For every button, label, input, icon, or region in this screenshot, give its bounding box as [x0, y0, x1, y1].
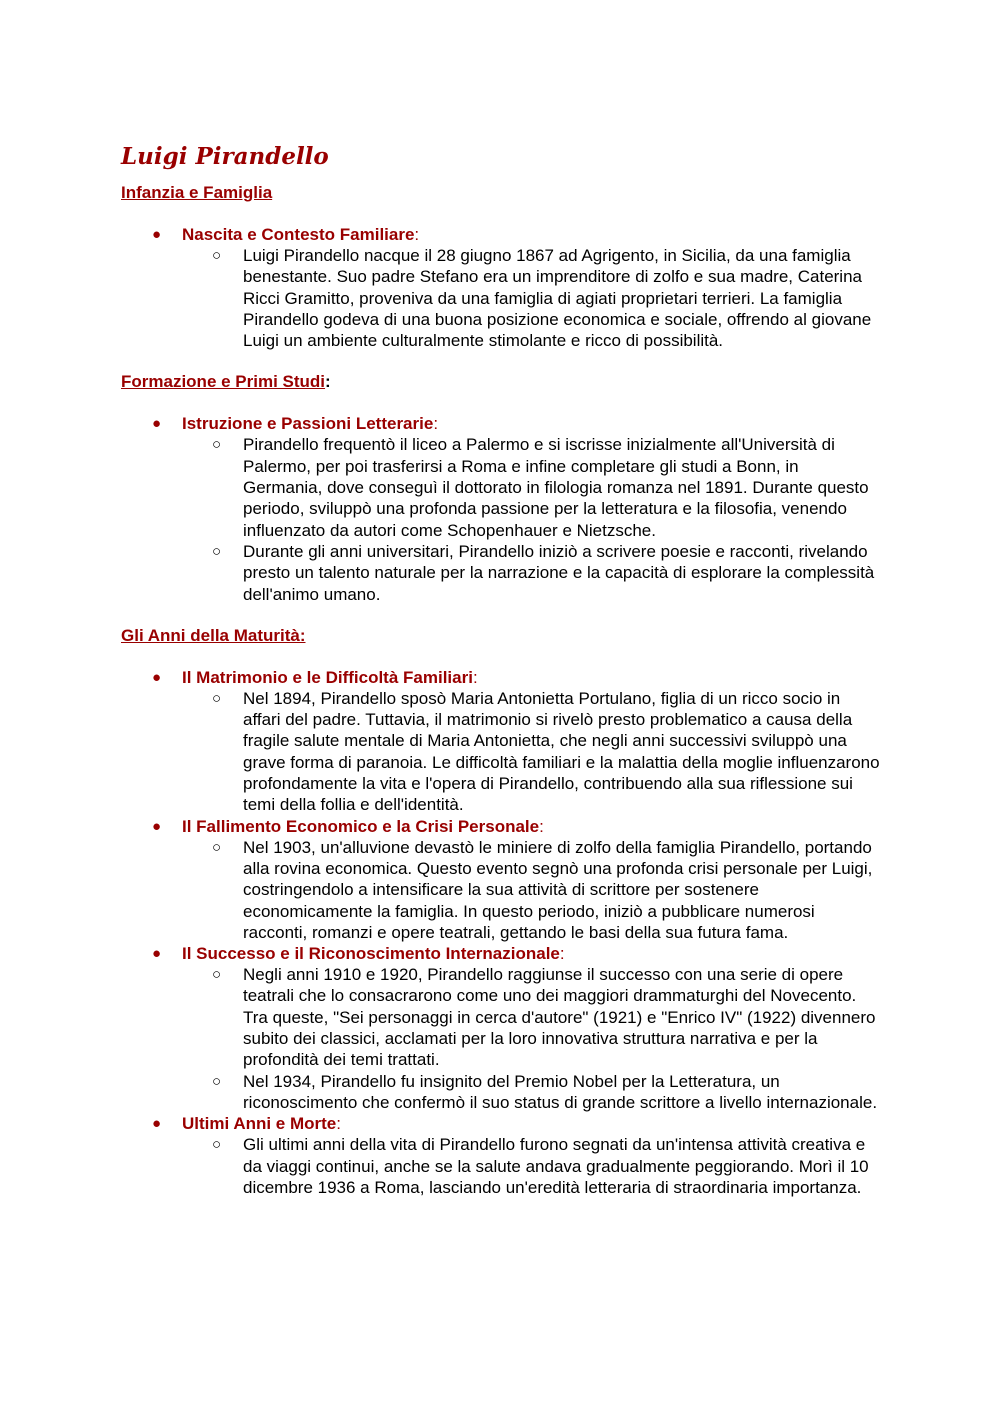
topic-list: [121, 224, 881, 351]
circle-bullet-icon: ○: [212, 838, 222, 856]
point-text: Pirandello frequentò il liceo a Palermo e si iscrisse inizialmente all'Università di Palermo, per poi trasferirsi a Roma e infine completare gli studi a Bonn, in Germania, dove conseguì il dottorato in filologia romanza nel 1891. Durante questo periodo, sviluppò una profonda passione per la letteratura e la filosofia, venendo influenzato da autori come Schopenhauer e Nietzsche.: [243, 435, 869, 540]
topic-label: Istruzione e Passioni Letterarie: [182, 414, 434, 434]
section-heading-text: Formazione e Primi Studi: [121, 372, 326, 392]
circle-bullet-icon: ○: [212, 1136, 222, 1154]
topic-colon: :: [433, 414, 439, 434]
point-list: [182, 1134, 881, 1198]
point-list: [182, 245, 881, 351]
point-item: [182, 541, 881, 605]
topic-colon: :: [414, 225, 420, 244]
section-infanzia: [121, 182, 881, 351]
topic-item: [121, 667, 881, 816]
topic-item: [121, 413, 881, 604]
circle-bullet-icon: ○: [212, 966, 222, 984]
topic-label: Nascita e Contesto Familiare: [182, 225, 415, 244]
topic-item: [121, 816, 881, 943]
section-heading: [121, 371, 881, 393]
circle-bullet-icon: ○: [212, 1072, 222, 1090]
topic-list: [121, 413, 881, 604]
point-item: [182, 964, 881, 1070]
topic-colon: :: [472, 667, 478, 687]
point-item: [182, 434, 881, 540]
topic-colon: :: [336, 1114, 341, 1134]
bullet-icon: ●: [152, 945, 162, 963]
point-list: [182, 837, 881, 943]
point-list: [182, 964, 881, 1113]
section-formazione: [121, 371, 881, 604]
section-heading-text: Gli Anni della Maturità:: [121, 625, 306, 645]
topic-list: [121, 667, 881, 1198]
bullet-icon: ●: [152, 668, 162, 686]
topic-label: Il Fallimento Economico e la Crisi Personale: [182, 816, 540, 836]
document-page: [121, 140, 881, 1218]
topic-label: Ultimi Anni e Morte: [182, 1114, 337, 1134]
point-text: Luigi Pirandello nacque il 28 giugno 1867 ad Agrigento, in Sicilia, da una famiglia benestante. Suo padre Stefano era un imprenditore di zolfo e sua madre, Caterina Ricci Gramitto, proveniva da una famiglia di agiati proprietari terrieri. La famiglia Pirandello godeva di una buona posizione economica e sociale, offrendo al giovane Luigi un ambiente culturalmente stimolante e ricco di possibilità.: [243, 246, 872, 351]
bullet-icon: ●: [152, 1115, 162, 1133]
point-text: Negli anni 1910 e 1920, Pirandello raggiunse il successo con una serie di opere teatrali che lo consacrarono come uno dei maggiori drammaturghi del Novecento. Tra queste, "Sei personaggi in cerca d'autore" (1921) e "Enrico IV" (1922) divennero subito dei classici, acclamati per la loro innovativa struttura narrativa e per la profondità dei temi trattati.: [243, 965, 876, 1070]
circle-bullet-icon: ○: [212, 436, 222, 454]
point-item: [182, 1134, 881, 1198]
topic-colon: :: [559, 944, 565, 964]
circle-bullet-icon: ○: [212, 247, 222, 264]
circle-bullet-icon: ○: [212, 542, 222, 560]
point-item: [182, 688, 881, 816]
topic-label: Il Successo e il Riconoscimento Internazionale: [182, 944, 560, 964]
topic-item: [121, 943, 881, 1113]
section-heading: [121, 625, 881, 647]
section-heading-colon: :: [325, 372, 331, 392]
point-text: Gli ultimi anni della vita di Pirandello furono segnati da un'intensa attività creativa e da viaggi continui, anche se la salute andava gradualmente peggiorando. Morì il 10 dicembre 1936 a Roma, lasciando un'eredità letteraria di straordinaria importanza.: [243, 1135, 869, 1197]
topic-label: Il Matrimonio e le Difficoltà Familiari: [182, 667, 473, 687]
section-maturita: [121, 625, 881, 1198]
point-list: [182, 688, 881, 816]
point-item: [182, 837, 881, 943]
topic-colon: :: [539, 816, 544, 836]
point-text: Nel 1903, un'alluvione devastò le miniere di zolfo della famiglia Pirandello, portando alla rovina economica. Questo evento segnò una profonda crisi personale per Luigi, costringendolo a intensificare la sua attività di scrittore per sostenere economicamente la famiglia. In questo periodo, iniziò a pubblicare numerosi racconti, romanzi e opere teatrali, gettando le basi della sua futura fama.: [243, 837, 873, 942]
bullet-icon: ●: [152, 226, 162, 243]
point-item: [182, 245, 881, 351]
topic-item: [121, 224, 881, 351]
point-text: Nel 1894, Pirandello sposò Maria Antonietta Portulano, figlia di un ricco socio in affari del padre. Tuttavia, il matrimonio si rivelò presto problematico a causa della fragile salute mentale di Maria Antonietta, che negli anni successivi sviluppò una grave forma di paranoia. Le difficoltà familiari e la malattia della moglie influenzarono profondamente la vita e l'opera di Pirandello, contribuendo alla sua riflessione sui temi della follia e dell'identità.: [243, 688, 880, 815]
section-heading: [121, 182, 881, 204]
bullet-icon: ●: [152, 817, 162, 835]
document-title: Luigi Pirandello: [121, 143, 329, 170]
point-text: Durante gli anni universitari, Pirandello iniziò a scrivere poesie e racconti, rivelando presto un talento naturale per la narrazione e la capacità di esplorare la complessità dell'animo umano.: [243, 541, 875, 604]
section-heading-text: Infanzia e Famiglia: [121, 183, 273, 202]
point-list: [182, 434, 881, 604]
circle-bullet-icon: ○: [212, 689, 222, 707]
topic-item: [121, 1113, 881, 1198]
point-item: [182, 1071, 881, 1114]
bullet-icon: ●: [152, 415, 162, 433]
point-text: Nel 1934, Pirandello fu insignito del Premio Nobel per la Letteratura, un riconoscimento che confermò il suo status di grande scrittore a livello internazionale.: [243, 1071, 878, 1112]
